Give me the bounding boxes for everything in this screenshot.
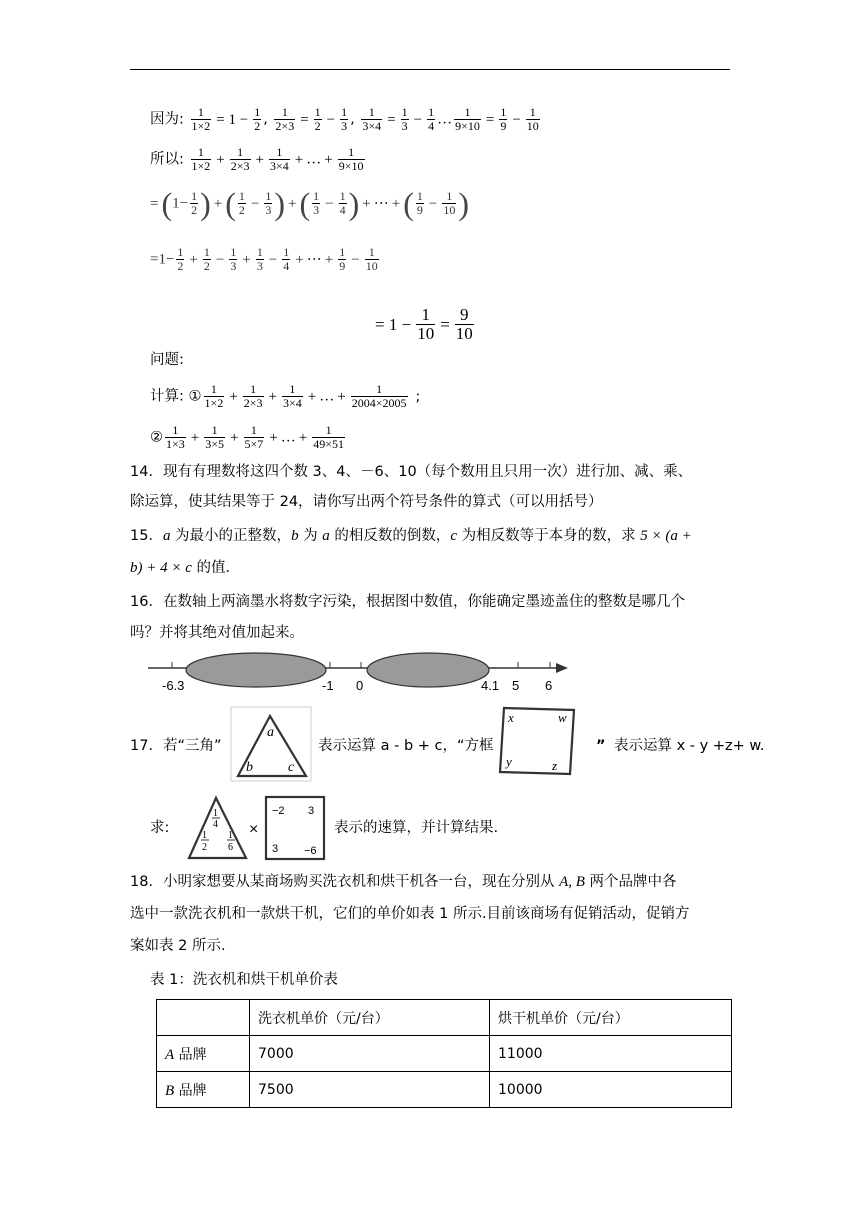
tick-label: 4.1	[481, 678, 500, 693]
q17-pre: 17．若“三角”	[130, 738, 222, 754]
svg-text:b: b	[246, 760, 253, 775]
q16-line1: 16．在数轴上两滴墨水将数字污染，根据图中数值，你能确定墨迹盖住的整数是哪几个	[130, 594, 685, 610]
svg-text:w: w	[558, 710, 567, 725]
svg-text:c: c	[288, 760, 295, 775]
fraction: $\frac{1}{1\times 2}$	[191, 105, 211, 133]
header-rule	[130, 69, 730, 70]
q17-ask: 求:	[150, 820, 170, 836]
tick-label: 5	[512, 678, 520, 693]
tick-label: 0	[356, 678, 364, 693]
q15-line1: 15．a 为最小的正整数，b 为 a 的相反数的倒数，c 为相反数等于本身的数，求 5 × (a +	[130, 528, 692, 544]
price-table	[156, 999, 732, 1108]
table-header-row: 洗衣机单价（元/台） 烘干机单价（元/台）	[157, 1000, 732, 1036]
table-caption: 表 1：洗衣机和烘干机单价表	[150, 972, 338, 988]
telescoped-line: =1− $\frac{1}{2}$ + $\frac{1}{2}$ − $\frac{1}{3}$ + $\frac{1}{3}$ − $\frac{1}{4}$ + ⋯ + $\frac{1}{9}$ − $\frac{1}{10}$	[150, 245, 378, 273]
q17-ask-post: 表示的速算，并计算结果.	[334, 820, 499, 836]
triangle-figure	[230, 706, 312, 782]
ink-blot-right	[367, 653, 489, 687]
problem-label: 问题:	[150, 352, 184, 368]
therefore-line: 所以: $\frac{1}{1\times 2}$ + $\frac{1}{2\times 3}$ + $\frac{1}{3\times 4}$ + … + $\frac{1}{9\times 10}$	[150, 145, 364, 173]
q17-mid: 表示运算 a - b + c，“方框	[318, 738, 494, 754]
q18-line2: 选中一款洗衣机和一款烘干机，它们的单价如表 1 所示.目前该商场有促销活动，促销方	[130, 906, 690, 922]
expanded-parens-line: =(1− $\frac{1}{2}$ ) +( $\frac{1}{2}$ − $\frac{1}{3}$ ) +( $\frac{1}{3}$ − $\frac{1}{4}$ ) + ⋯ +( $\frac{1}{9}$ − $\frac{1}{10}$ )	[150, 185, 469, 222]
table-row: B 品牌 7500 10000	[157, 1072, 732, 1108]
problem-2: ② $\frac{1}{1\times 3}$ + $\frac{1}{3\times 5}$ + $\frac{1}{5\times 7}$ + … + $\frac{1}{49\times 51}$	[150, 423, 344, 451]
svg-text:−6: −6	[304, 845, 317, 857]
therefore-label: 所以:	[150, 151, 184, 168]
expression-figure	[186, 794, 332, 862]
svg-text:6: 6	[228, 842, 233, 853]
svg-text:x: x	[508, 710, 514, 725]
table-row: A 品牌 7000 11000	[157, 1036, 732, 1072]
svg-text:3: 3	[272, 843, 279, 855]
q16-line2: 吗？并将其绝对值加起来。	[130, 625, 304, 641]
because-line: 因为: $\frac{1}{1\times 2}$ = 1 − $\frac{1}{2}$ , $\frac{1}{2\times 3}$ = $\frac{1}{2}$ − $\frac{1}{3}$ , $\frac{1}{3\times 4}$ = $\frac{1}{3}$ − $\frac{1}{4}$ … $\frac{1}{9\times 10}$ = $\frac{1}{9}$ − $\frac{1}{10}$	[150, 105, 539, 133]
svg-text:a: a	[267, 725, 274, 740]
svg-text:2: 2	[202, 842, 207, 853]
tick-label: -1	[322, 678, 334, 693]
ink-blot-left	[186, 653, 326, 687]
times-icon: ×	[249, 821, 259, 838]
q18-line1: 18．小明家想要从某商场购买洗衣机和烘干机各一台，现在分别从 A, B 两个品牌中各	[130, 874, 677, 890]
square-figure	[496, 702, 578, 780]
because-label: 因为:	[150, 111, 184, 128]
svg-text:1: 1	[213, 808, 218, 819]
svg-text:z: z	[552, 758, 558, 773]
svg-text:1: 1	[228, 830, 233, 841]
q15-line2: b) + 4 × c 的值．	[130, 560, 241, 576]
problem-1: 计算: ① $\frac{1}{1\times 2}$ + $\frac{1}{2\times 3}$ + $\frac{1}{3\times 4}$ + … + $\frac{1}{2004\times 2005}$ ;	[150, 382, 421, 410]
arrow-icon	[556, 663, 568, 673]
q14-line1: 14．现有有理数将这四个数 3、4、－6、10（每个数用且只用一次）进行加、减、乘、	[130, 464, 693, 480]
svg-text:y: y	[506, 754, 512, 769]
q18-line3: 案如表 2 所示.	[130, 938, 226, 954]
conclusion-line: = 1 − $\frac{1}{10}$ = $\frac{9}{10}$	[375, 305, 473, 343]
tick-label: -6.3	[162, 678, 185, 693]
svg-text:−2: −2	[272, 805, 285, 817]
svg-text:3: 3	[308, 805, 315, 817]
q17-post: 表示运算 x - y +z+ w.	[614, 738, 765, 754]
q17-quote: ”	[596, 738, 606, 754]
tick-label: 6	[545, 678, 553, 693]
svg-text:1: 1	[202, 830, 207, 841]
q14-line2: 除运算，使其结果等于 24，请你写出两个符号条件的算式（可以用括号）	[130, 494, 603, 510]
svg-text:4: 4	[213, 819, 218, 830]
number-line-figure	[140, 650, 580, 695]
